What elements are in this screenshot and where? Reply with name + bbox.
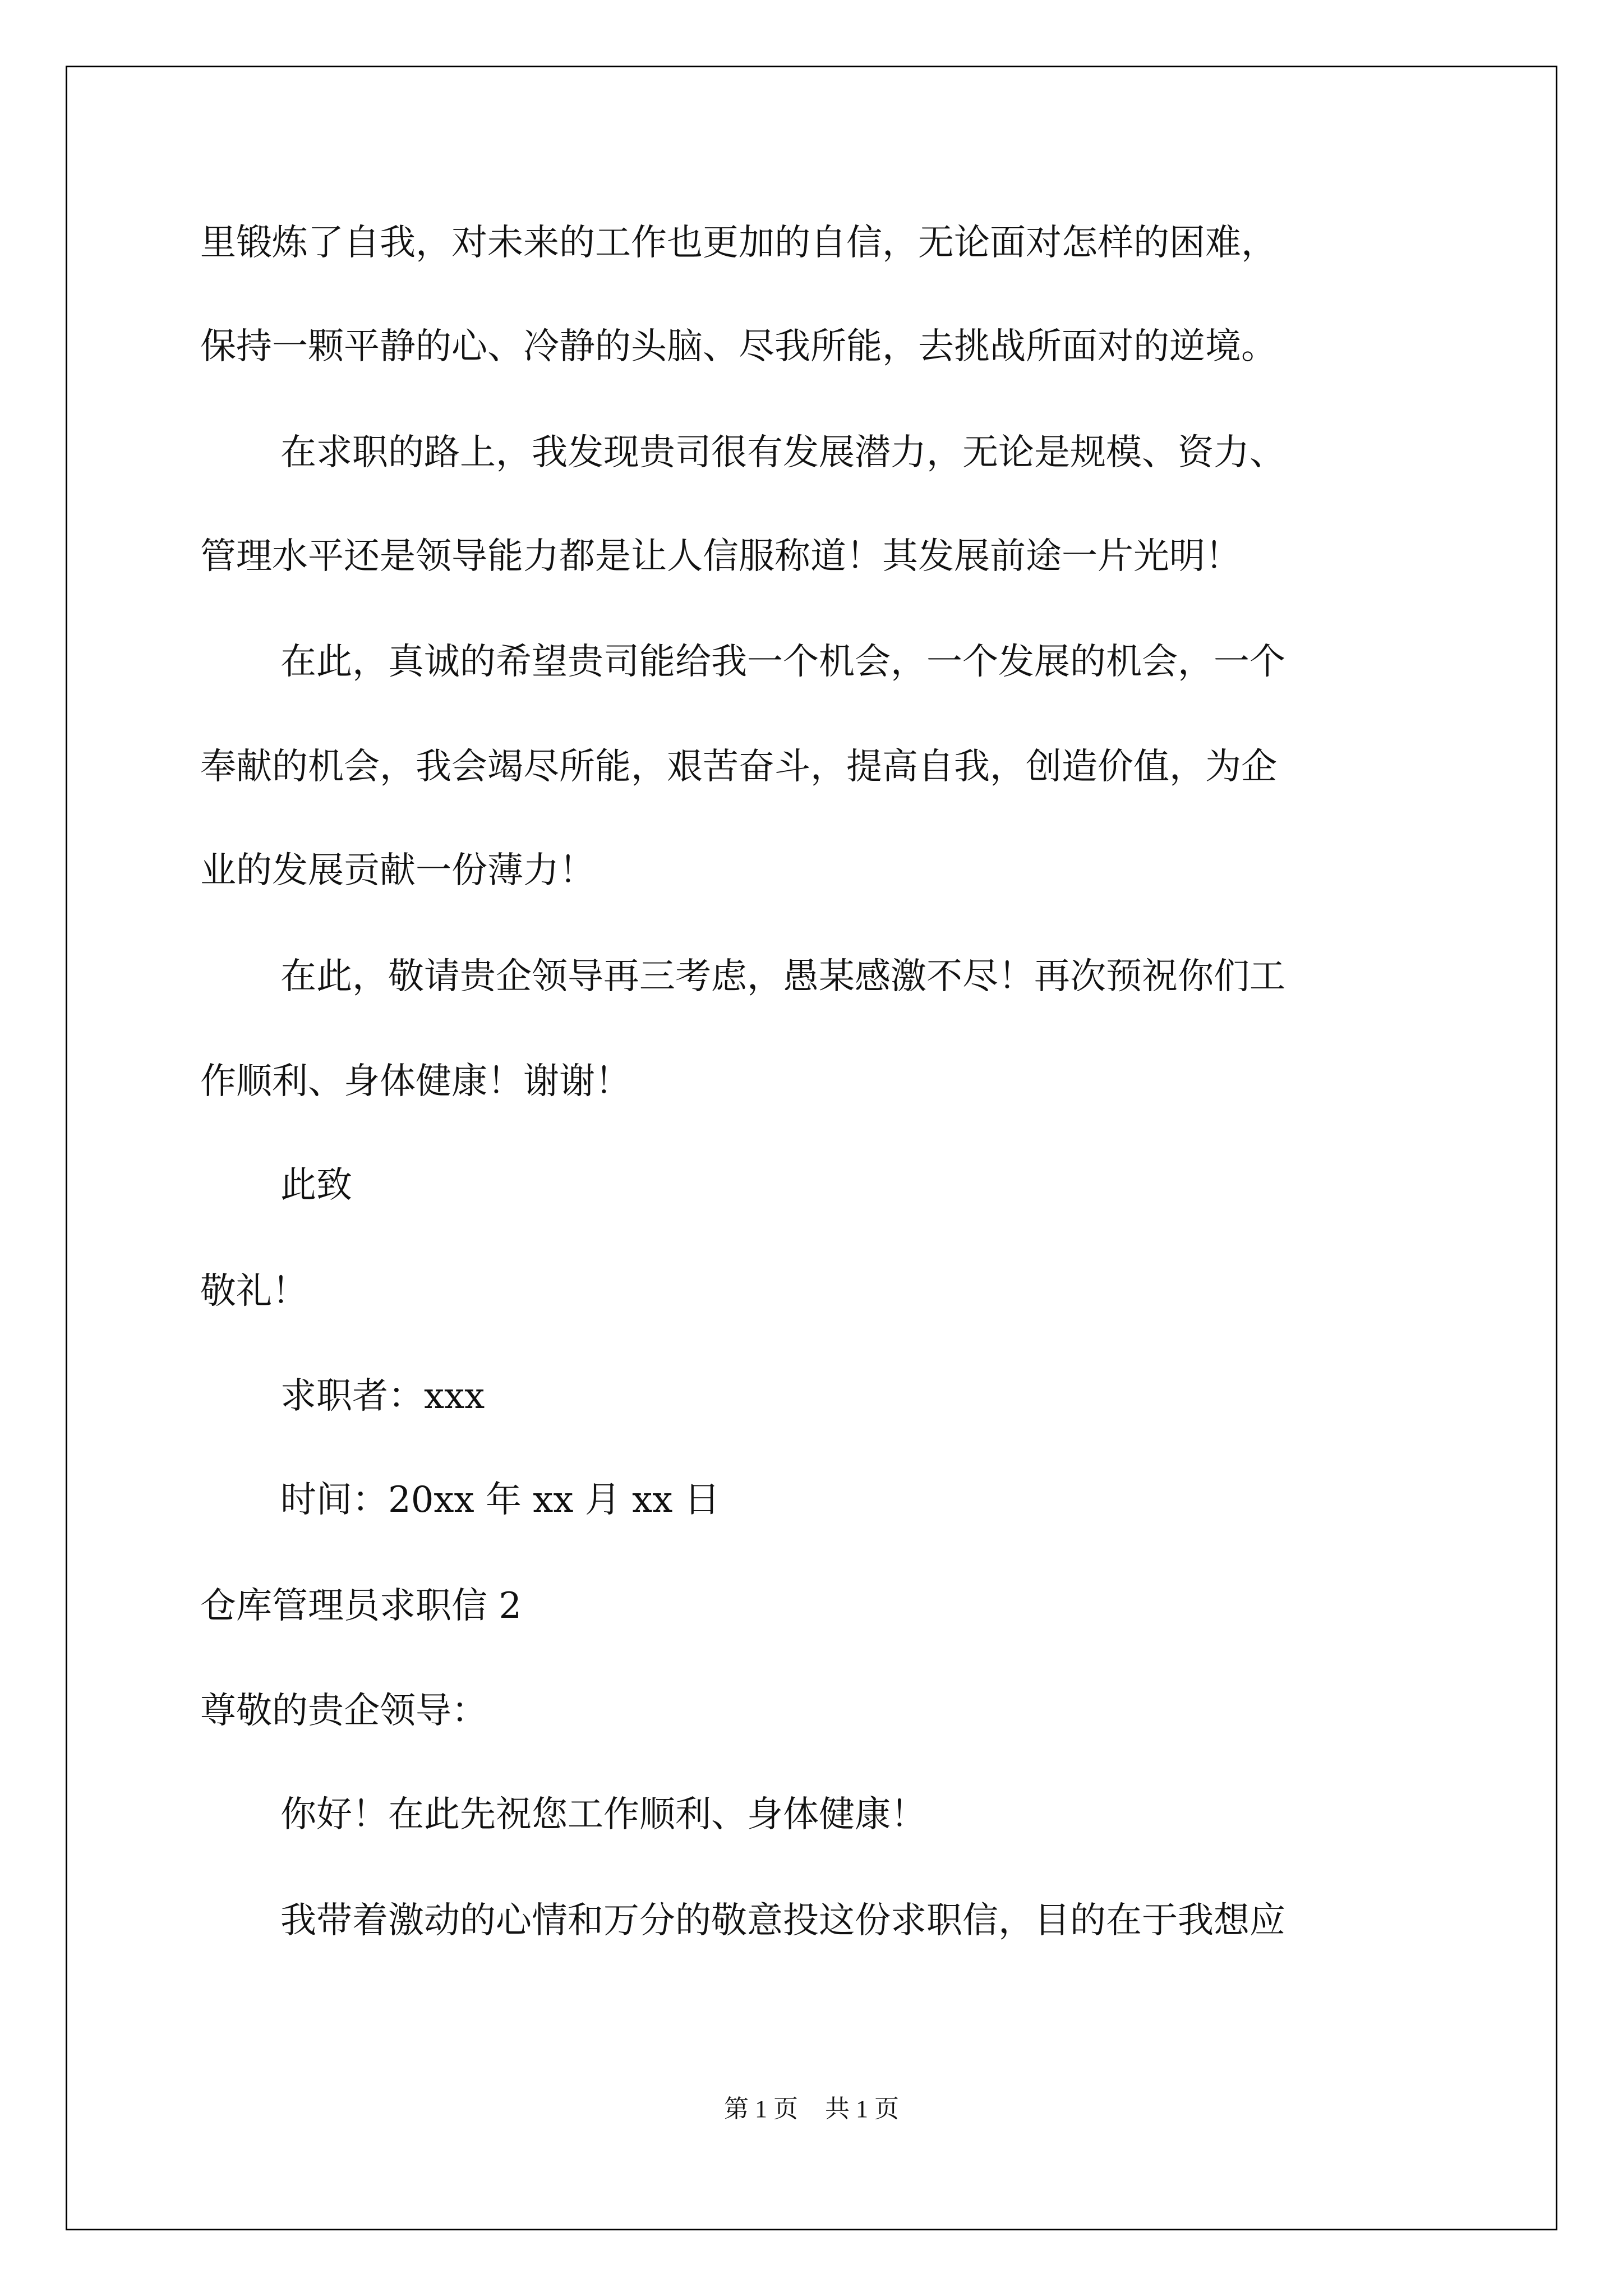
body-line-7: 业的发展贡献一份薄力！ bbox=[200, 850, 595, 891]
body-line-2: 保持一颗平静的心、冷静的头脑、尽我所能，去挑战所面对的逆境。 bbox=[200, 326, 1277, 367]
applicant-line: 求职者：xxx bbox=[280, 1375, 485, 1417]
body-line-11: 我带着激动的心情和万分的敬意投这份求职信，目的在于我想应 bbox=[280, 1900, 1285, 1941]
body-line-8: 在此，敬请贵企领导再三考虑，愚某感激不尽！再次预祝你们工 bbox=[280, 956, 1285, 997]
body-line-5: 在此，真诚的希望贵司能给我一个机会，一个发展的机会，一个 bbox=[280, 641, 1285, 683]
page-number: 第 1 页 bbox=[724, 2095, 798, 2123]
body-line-3: 在求职的路上，我发现贵司很有发展潜力，无论是规模、资力、 bbox=[280, 432, 1285, 473]
date-line: 时间：20xx 年 xx 月 xx 日 bbox=[280, 1479, 720, 1521]
salutation-line: 敬礼！ bbox=[200, 1271, 308, 1312]
greeting-line: 尊敬的贵企领导： bbox=[200, 1690, 487, 1732]
body-line-4: 管理水平还是领导能力都是让人信服称道！其发展前途一片光明！ bbox=[200, 536, 1241, 577]
body-line-10: 你好！在此先祝您工作顺利、身体健康！ bbox=[280, 1794, 926, 1835]
page-footer bbox=[0, 2092, 1623, 2126]
body-line-1: 里锻炼了自我，对未来的工作也更加的自信，无论面对怎样的困难， bbox=[200, 222, 1277, 264]
body-line-6: 奉献的机会，我会竭尽所能，艰苦奋斗，提高自我，创造价值，为企 bbox=[200, 746, 1277, 788]
page-total: 共 1 页 bbox=[825, 2095, 899, 2123]
body-line-9: 作顺利、身体健康！谢谢！ bbox=[200, 1061, 631, 1102]
section-title: 仓库管理员求职信 2 bbox=[200, 1585, 522, 1627]
closing-line: 此致 bbox=[280, 1165, 352, 1206]
